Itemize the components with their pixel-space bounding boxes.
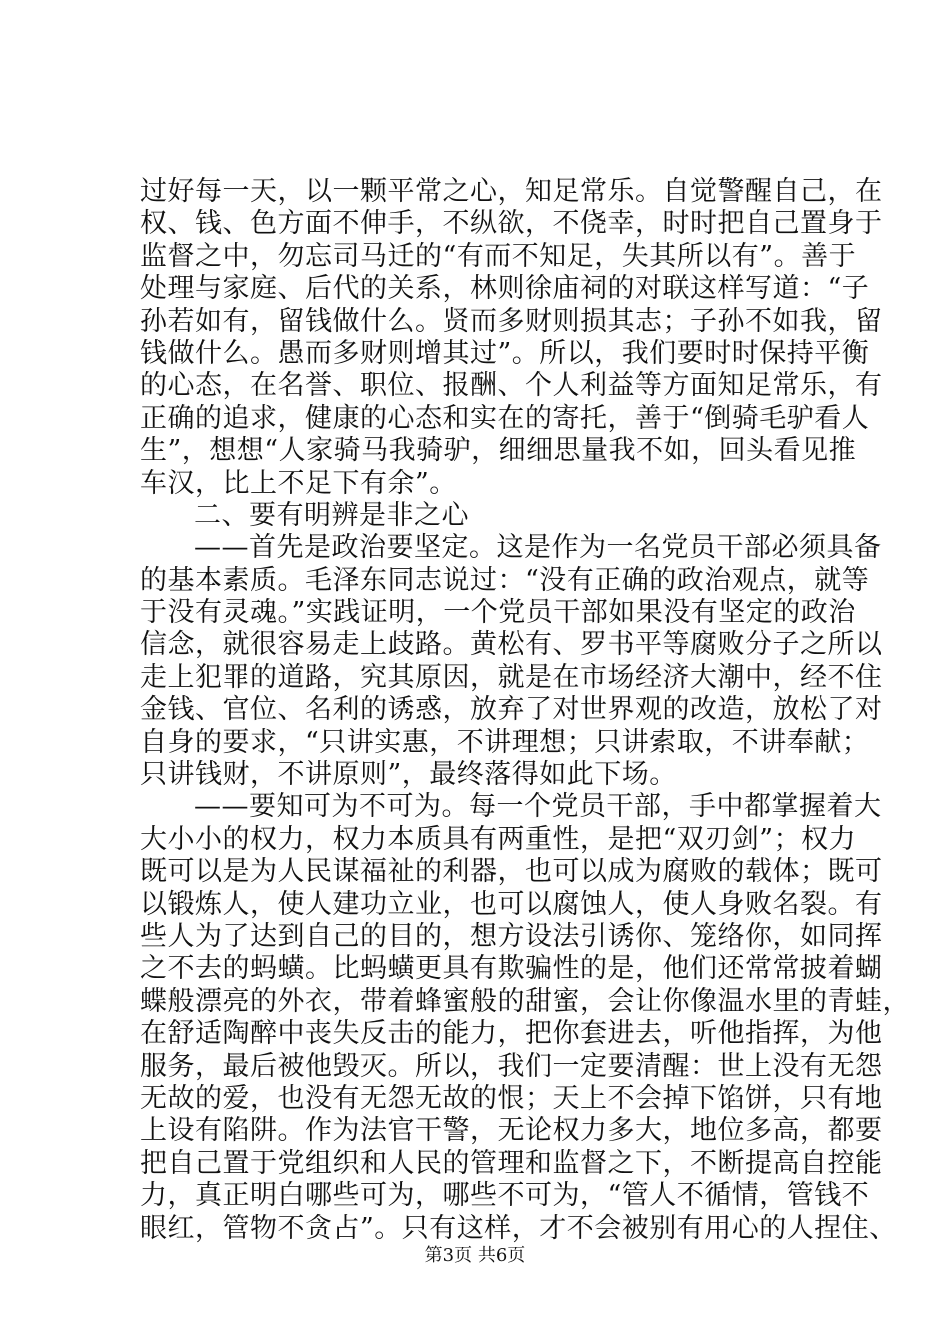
text-line: 大小小的权力，权力本质具有两重性，是把“双刃剑”；权力 [140, 823, 857, 855]
text-line: ——要知可为不可为。每一个党员干部，手中都掌握着大 [194, 791, 882, 823]
text-line: 之不去的蚂蟥。比蚂蟥更具有欺骗性的是，他们还常常披着蝴 [140, 953, 883, 985]
text-line: 把自己置于党组织和人民的管理和监督之下，不断提高自控能 [140, 1147, 883, 1179]
text-line: 过好每一天，以一颗平常之心，知足常乐。自觉警醒自己，在 [140, 176, 883, 207]
text-line: 的基本素质。毛泽东同志说过：“没有正确的政治观点，就等 [140, 564, 870, 596]
text-line: 只讲钱财，不讲原则”，最终落得如此下场。 [140, 759, 677, 791]
text-line: 车汉，比上不足下有余”。 [140, 467, 457, 499]
text-line: 眼红，管物不贪占”。只有这样，才不会被别有用心的人捏住、 [140, 1212, 897, 1244]
text-line: 蝶般漂亮的外衣，带着蜂蜜般的甜蜜，会让你像温水里的青蛙， [140, 985, 910, 1017]
text-line: ——首先是政治要坚定。这是作为一名党员干部必须具备 [194, 532, 882, 564]
paragraph [140, 500, 840, 532]
text-line: 钱做什么。愚而多财则增其过”。所以，我们要时时保持平衡 [140, 337, 870, 369]
text-line: 孙若如有，留钱做什么。贤而多财则损其志；子孙不如我，留 [140, 305, 883, 337]
text-line: 自身的要求，“只讲实惠，不讲理想；只讲索取，不讲奉献； [140, 726, 870, 758]
body-text [140, 176, 910, 1245]
text-line: 生”，想想“人家骑马我骑驴，细细思量我不如，回头看见推 [140, 435, 857, 467]
text-line: 既可以是为人民谋福祉的利器，也可以成为腐败的载体；既可 [140, 856, 883, 888]
text-line: 些人为了达到自己的目的，想方设法引诱你、笼络你，如同挥 [140, 920, 883, 952]
text-line: 处理与家庭、后代的关系，林则徐庙祠的对联这样写道：“子 [140, 273, 870, 305]
text-line: 监督之中，勿忘司马迁的“有而不知足，失其所以有”。善于 [140, 240, 857, 272]
text-line: 二、要有明辨是非之心 [194, 499, 469, 531]
page-footer: 第3页 共6页 [424, 1245, 526, 1266]
text-line: 金钱、官位、名利的诱惑，放弃了对世界观的改造，放松了对 [140, 694, 883, 726]
text-line: 权、钱、色方面不伸手，不纵欲，不侥幸，时时把自己置身于 [140, 208, 883, 240]
text-line: 走上犯罪的道路，究其原因，就是在市场经济大潮中，经不住 [140, 661, 883, 693]
text-line: 无故的爱，也没有无怨无故的恨；天上不会掉下馅饼，只有地 [140, 1082, 883, 1114]
text-line: 于没有灵魂。”实践证明，一个党员干部如果没有坚定的政治 [140, 597, 856, 629]
text-line: 在舒适陶醉中丧失反击的能力，把你套进去，听他指挥，为他 [140, 1018, 883, 1050]
text-line: 正确的追求，健康的心态和实在的寄托，善于“倒骑毛驴看人 [140, 402, 870, 434]
text-line: 信念，就很容易走上歧路。黄松有、罗书平等腐败分子之所以 [140, 629, 883, 661]
paragraph [140, 176, 883, 500]
text-line: 的心态，在名誉、职位、报酬、个人利益等方面知足常乐，有 [140, 370, 883, 402]
text-line: 服务，最后被他毁灭。所以，我们一定要清醒：世上没有无怨 [140, 1050, 883, 1082]
paragraph [140, 791, 910, 1244]
text-line: 以锻炼人，使人建功立业，也可以腐蚀人，使人身败名裂。有 [140, 888, 883, 920]
text-line: 上设有陷阱。作为法官干警，无论权力多大，地位多高，都要 [140, 1115, 883, 1147]
text-line: 力，真正明白哪些可为，哪些不可为，“管人不循情，管钱不 [140, 1180, 870, 1212]
paragraph [140, 532, 883, 791]
